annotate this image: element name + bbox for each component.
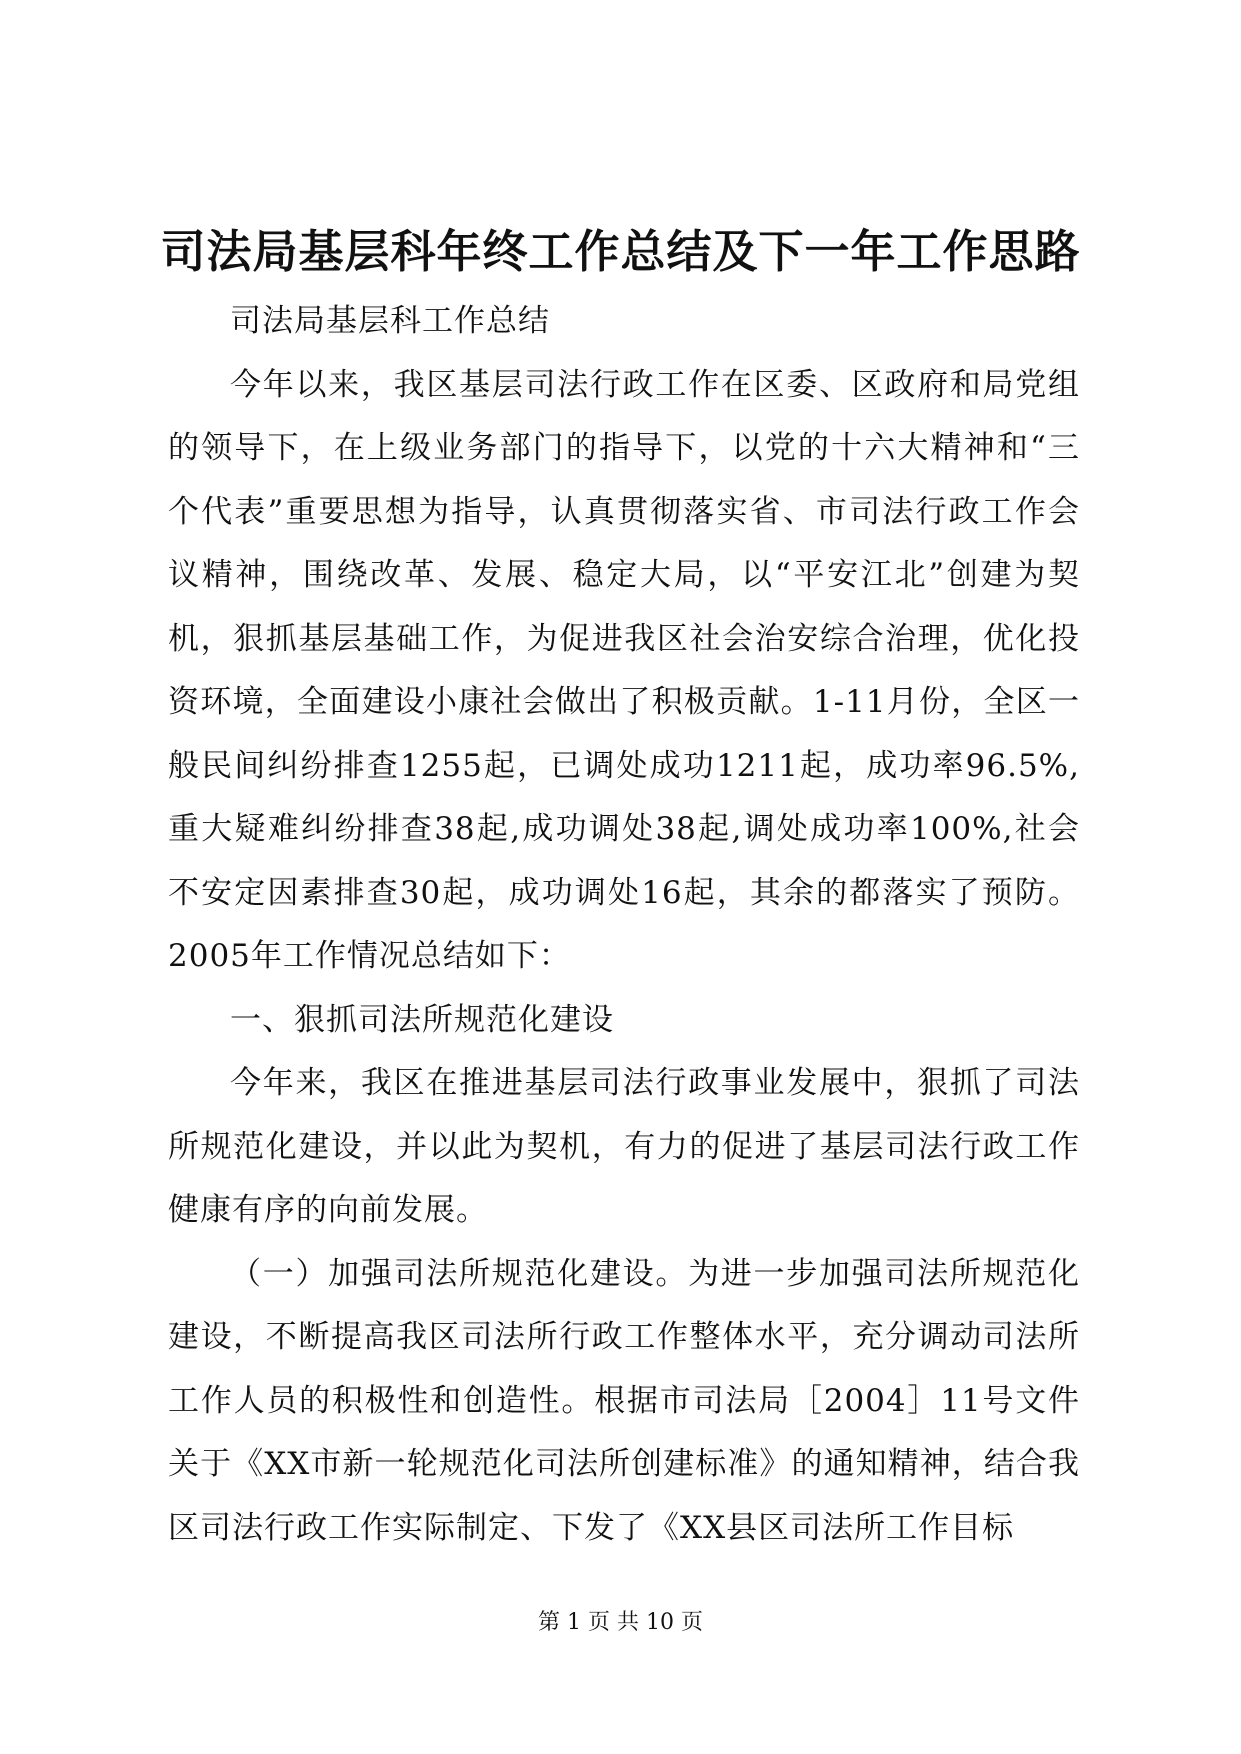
paragraph-subtitle: 司法局基层科工作总结 [230, 303, 550, 339]
document-title: 司法局基层科年终工作总结及下一年工作思路 [160, 225, 1081, 278]
paragraph-intro: 今年以来，我区基层司法行政工作在区委、区政府和局党组的领导下，在上级业务部门的指导下，以党的十六大精神和“三个代表”重要思想为指导，认真贯彻落实省、市司法行政工作会议精神，围绕改革、发展、稳定大局，以“平安江北”创建为契机，狠抓基层基础工作，为促进我区社会治安综合治理，优化投资环境，全面建设小康社会做出了积极贡献。1-11月份，全区一般民间纠纷排查1255起，已调处成功1211起，成功率96.5%,重大疑难纠纷排查38起,成功调处38起,调处成功率100%,社会不安定因素排查30起，成功调处16起，其余的都落实了预防。2005年工作情况总结如下： [168, 366, 1080, 974]
document-body [168, 290, 1080, 1560]
paragraph-section-heading: 一、狠抓司法所规范化建设 [230, 1001, 614, 1038]
paragraph-subsection-1: （一）加强司法所规范化建设。为进一步加强司法所规范化建设，不断提高我区司法所行政工作整体水平，充分调动司法所工作人员的积极性和创造性。根据市司法局［2004］11号文件关于《XX市新一轮规范化司法所创建标准》的通知精神，结合我区司法行政工作实际制定、下发了《XX县区司法所工作目标 [168, 1255, 1080, 1546]
page-footer: 第 1 页 共 10 页 [538, 1610, 703, 1635]
paragraph-section-intro: 今年来，我区在推进基层司法行政事业发展中，狠抓了司法所规范化建设，并以此为契机，有力的促进了基层司法行政工作健康有序的向前发展。 [168, 1065, 1080, 1228]
